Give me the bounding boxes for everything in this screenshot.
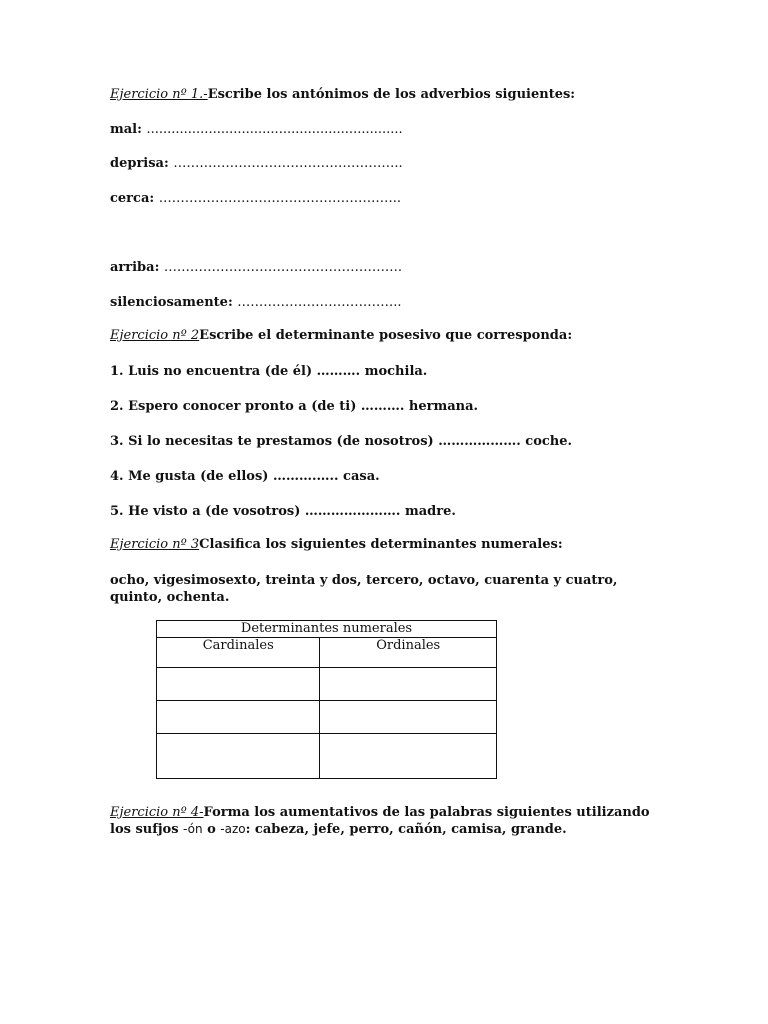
exercise-1-item-silenciosamente — [110, 295, 402, 311]
item-word: mal: — [110, 122, 142, 137]
exercise-4-text — [110, 804, 650, 838]
table-title: Determinantes numerales — [157, 621, 497, 638]
exercise-3-title — [110, 537, 563, 553]
exercise-1-instruction: Escribe los antónimos de los adverbios siguientes: — [207, 87, 576, 102]
exercise-2-instruction: Escribe el determinante posesivo que corresponda: — [199, 328, 573, 343]
cardinales-cell[interactable] — [157, 734, 320, 779]
numerals-table — [156, 620, 497, 779]
column-header-ordinales: Ordinales — [320, 638, 497, 668]
exercise-2-item-4: 4. Me gusta (de ellos) ……….….. casa. — [110, 469, 380, 484]
exercise-1-item-arriba — [110, 260, 402, 276]
exercise-4-heading: Ejercicio nº 4- — [110, 805, 204, 820]
item-word: arriba: — [110, 260, 160, 275]
exercise-1-heading: Ejercicio nº 1.- — [110, 87, 208, 102]
exercise-1-title — [110, 87, 575, 103]
exercise-2-item-1: 1. Luis no encuentra (de él) ………. mochila. — [110, 364, 428, 379]
answer-blank: ………………………………………………. — [163, 260, 403, 275]
conjunction: o — [202, 822, 221, 837]
exercise-3-heading: Ejercicio nº 3 — [110, 537, 200, 552]
suffix-azo: -azo — [220, 822, 246, 836]
exercise-4-instruction: Forma los aumentativos de las palabras siguientes utilizando los sufjos — [110, 805, 650, 837]
exercise-1-item-cerca — [110, 191, 401, 207]
ordinales-cell[interactable] — [320, 668, 497, 701]
exercise-1-item-mal — [110, 122, 403, 138]
answer-blank: ……………………………….. — [237, 295, 402, 310]
exercise-1-item-deprisa — [110, 156, 403, 172]
exercise-2-item-3: 3. Si lo necesitas te prestamos (de nosotros) ………………. coche. — [110, 434, 573, 449]
exercise-2-item-2: 2. Espero conocer pronto a (de ti) ………. hermana. — [110, 399, 479, 414]
ordinales-cell[interactable] — [320, 701, 497, 734]
answer-blank: .............................................................. — [146, 122, 403, 137]
answer-blank: ……………………………………………….. — [158, 191, 401, 206]
exercise-2-item-5: 5. He visto a (de vosotros) …………………. madre. — [110, 504, 456, 519]
answer-blank: …………………………………………….. — [173, 156, 403, 171]
exercise-3-word-list: ocho, vigesimosexto, treinta y dos, tercero, octavo, cuarenta y cuatro, quinto, ochenta. — [110, 573, 618, 605]
exercise-4-word-list: : cabeza, jefe, perro, cañón, camisa, grande. — [245, 822, 567, 837]
item-word: silenciosamente: — [110, 295, 233, 310]
item-word: deprisa: — [110, 156, 169, 171]
cardinales-cell[interactable] — [157, 701, 320, 734]
suffix-on: -ón — [183, 822, 203, 836]
exercise-3-instruction: Clasifica los siguientes determinantes numerales: — [199, 537, 563, 552]
cardinales-cell[interactable] — [157, 668, 320, 701]
ordinales-cell[interactable] — [320, 734, 497, 779]
item-word: cerca: — [110, 191, 155, 206]
exercise-2-heading: Ejercicio nº 2 — [110, 328, 200, 343]
column-header-cardinales: Cardinales — [157, 638, 320, 668]
exercise-2-title — [110, 328, 572, 344]
